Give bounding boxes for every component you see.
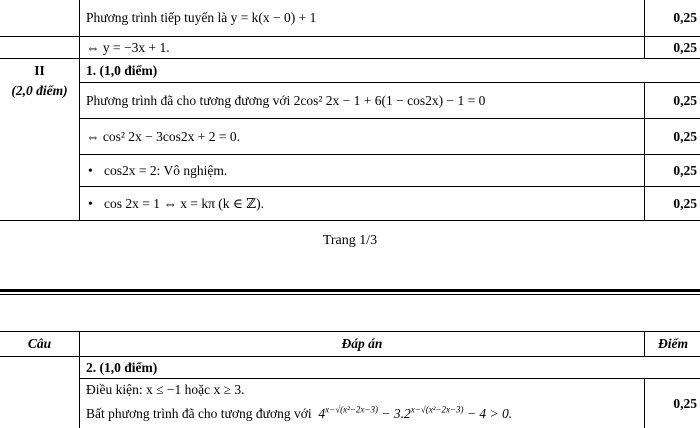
cau-cell-empty: [0, 37, 80, 59]
table-row: [0, 119, 700, 155]
answer-cell: [80, 119, 645, 155]
header-diem: Điểm: [645, 332, 700, 357]
answer-text: ⇔ cos² 2x − 3cos2x + 2 = 0.: [86, 128, 241, 144]
score-value: 0,25: [673, 195, 697, 211]
answer-table-page2: [0, 331, 700, 428]
inequality-formula: $4^{x-√(x^2-2x-3)} - 3.2^{x-√(x^2-2x-3)} - 4 > 0$.: [315, 404, 513, 421]
table-row: [0, 357, 700, 379]
score-value: 0,25: [673, 162, 697, 178]
subsection-title: 2. (1,0 điểm): [86, 359, 158, 375]
answer-cell: [80, 37, 645, 59]
bullet-icon: [86, 163, 104, 178]
score-cell: [645, 155, 700, 187]
score-value: 0,25: [673, 395, 697, 411]
answer-text-bullet: [80, 163, 644, 179]
table-row: [0, 59, 700, 83]
table-row: [0, 0, 700, 37]
score-cell: [645, 83, 700, 119]
header-cau: Câu: [0, 332, 80, 357]
score-value: 0,25: [673, 39, 697, 55]
subsection-title: 1. (1,0 điểm): [86, 62, 158, 78]
inequality-line: [80, 398, 644, 422]
table-row: [0, 187, 700, 221]
answer-cell: [80, 83, 645, 119]
table-header-row: [0, 332, 700, 357]
condition-text: Điều kiện: x ≤ −1 hoặc x ≥ 3.: [86, 382, 245, 397]
cau-cell-empty: [0, 357, 80, 428]
score-cell: [645, 0, 700, 37]
header-dap-an: Đáp án: [80, 332, 645, 357]
table-row: [0, 379, 700, 428]
bullet-text: cos2x = 2: Vô nghiệm.: [104, 162, 228, 178]
score-value: 0,25: [673, 128, 697, 144]
answer-cell: [80, 155, 645, 187]
answer-text: Phương trình đã cho tương đương với 2cos² 2x − 1 + 6(1 − cos2x) − 1 = 0: [86, 92, 486, 108]
answer-text: ⇔ y = −3x + 1.: [86, 39, 170, 55]
cau-points: (2,0 điểm): [11, 83, 68, 98]
score-value: 0,25: [673, 92, 697, 108]
table-row: [0, 83, 700, 119]
inequality-prefix: Bất phương trình đã cho tương đương với: [86, 406, 312, 421]
subsection-cell: [80, 357, 700, 379]
cau-cell-empty: [0, 0, 80, 37]
score-cell: [645, 37, 700, 59]
page-break-line-thin: [0, 294, 700, 295]
answer-cell: [80, 379, 645, 428]
table-row: [0, 155, 700, 187]
score-cell: [645, 187, 700, 221]
subsection-cell: [80, 59, 700, 83]
score-cell: [645, 119, 700, 155]
score-cell: [645, 379, 700, 428]
answer-cell: [80, 0, 645, 37]
table-row: [0, 37, 700, 59]
page-footer: Trang 1/3: [322, 233, 378, 248]
bullet-text: cos 2x = 1 ⇔ x = kπ (k ∈ ℤ).: [104, 195, 265, 211]
cau-cell: [0, 59, 80, 221]
page-break-line: [0, 289, 700, 292]
answer-cell: [80, 187, 645, 221]
score-value: 0,25: [673, 10, 697, 25]
answer-text: Phương trình tiếp tuyến là y = k(x − 0) + 1: [86, 10, 317, 25]
cau-number: II: [34, 63, 45, 78]
bullet-icon: [86, 196, 104, 211]
answer-text-bullet: [80, 196, 644, 212]
